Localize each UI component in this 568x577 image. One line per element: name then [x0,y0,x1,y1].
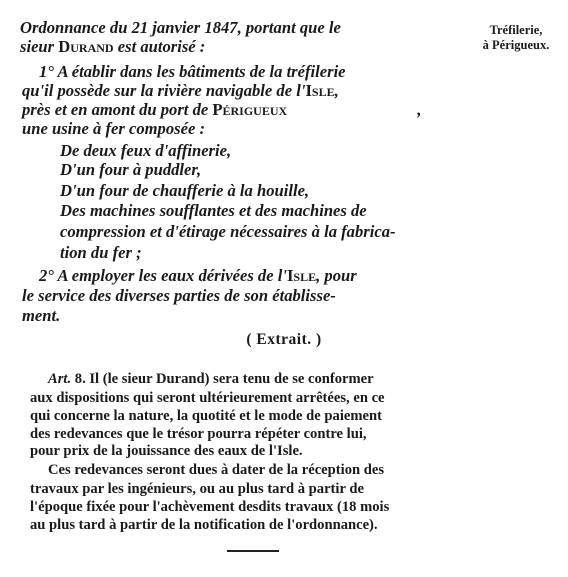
ordonnance-line-7: De deux feux d'affinerie, [60,141,232,160]
ordonnance-line-6: une usine à fer composée : [22,119,205,138]
ordonnance-line-4: qu'il possède sur la rivière navigable de l'Isle, [22,81,339,100]
article-line-2: aux dispositions qui seront ultérieurement arrêtées, en ce [30,390,385,406]
margin-note [468,23,564,53]
ordonnance-line-14: le service des diverses parties de son établisse- [22,286,336,305]
separator-rule [227,550,279,552]
article-line-8: l'époque fixée pour l'achèvement desdits travaux (18 mois [30,499,390,515]
ordonnance-line-9: D'un four de chaufferie à la houille, [60,181,310,200]
ordonnance-line-12: tion du fer ; [60,243,142,262]
article-line-5: pour prix de la jouissance des eaux de l'Isle. [30,443,303,459]
article-line-4: des redevances que le trésor pourra répéter contre lui, [30,426,367,442]
ordonnance-line-5: près et en amont du port de Périgueux , [22,100,422,119]
ordonnance-line-15: ment. [22,306,61,325]
article-line-9: au plus tard à partir de la notification de l'ordonnance). [30,517,378,533]
ordonnance-line-11: compression et d'étirage nécessaires à la fabrica- [60,222,396,241]
ordonnance-line-13: 2° A employer les eaux dérivées de l'Isle, pour [39,266,357,285]
ordonnance-line-8: D'un four à puddler, [60,160,202,179]
ordonnance-line-3: 1° A établir dans les bâtiments de la tréfilerie [39,62,346,81]
article-line-6: Ces redevances seront dues à dater de la réception des [48,462,385,478]
article-line-3: qui concerne la nature, la quotité et le mode de paiement [30,408,382,424]
article-line-7: travaux par les ingénieurs, ou au plus tard à partir de [30,481,364,497]
margin-note-line-2: à Périgueux. [482,38,550,52]
ordonnance-heading-line-2: sieur Durand est autorisé : [20,37,206,56]
ordonnance-line-10: Des machines soufflantes et des machines de [60,201,367,220]
ordonnance-heading-line-1: Ordonnance du 21 janvier 1847, portant que le [20,18,341,37]
article-line-1: Art. 8. Il (le sieur Durand) sera tenu de se conformer [48,371,374,387]
extract-label: ( Extrait. ) [246,331,322,348]
margin-note-line-1: Tréfilerie, [489,23,543,37]
